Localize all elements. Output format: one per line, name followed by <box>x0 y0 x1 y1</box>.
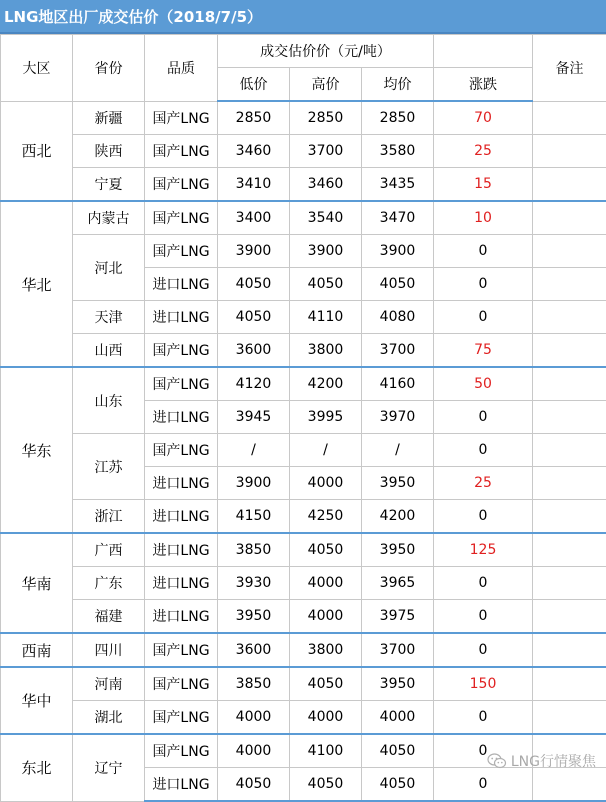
low-cell: 4000 <box>218 734 290 768</box>
low-cell: 3600 <box>218 334 290 368</box>
change-cell: 50 <box>434 367 533 401</box>
note-cell <box>533 235 606 268</box>
table-row <box>1 434 606 467</box>
province-cell: 江苏 <box>73 434 145 500</box>
high-cell: 4250 <box>290 500 362 534</box>
change-cell: 0 <box>434 768 533 802</box>
note-cell <box>533 567 606 600</box>
low-cell: 4000 <box>218 701 290 735</box>
quality-cell: 国产LNG <box>145 734 218 768</box>
change-cell: 0 <box>434 434 533 467</box>
change-cell: 0 <box>434 633 533 667</box>
change-cell: 125 <box>434 533 533 567</box>
low-cell: / <box>218 434 290 467</box>
watermark <box>487 751 596 771</box>
table-row <box>1 101 606 135</box>
change-cell: 0 <box>434 567 533 600</box>
note-cell <box>533 667 606 701</box>
quality-cell: 进口LNG <box>145 268 218 301</box>
province-cell: 宁夏 <box>73 168 145 202</box>
low-cell: 4050 <box>218 768 290 802</box>
note-cell <box>533 301 606 334</box>
change-cell: 0 <box>434 268 533 301</box>
note-cell <box>533 334 606 368</box>
region-cell: 华中 <box>1 667 73 734</box>
note-cell <box>533 168 606 202</box>
change-cell: 25 <box>434 467 533 500</box>
avg-cell: 3950 <box>362 533 434 567</box>
avg-cell: 3470 <box>362 201 434 235</box>
table-row <box>1 301 606 334</box>
avg-cell: 3700 <box>362 633 434 667</box>
header-quality: 品质 <box>145 35 218 102</box>
change-cell: 0 <box>434 734 533 768</box>
low-cell: 2850 <box>218 101 290 135</box>
avg-cell: 4050 <box>362 734 434 768</box>
low-cell: 4050 <box>218 301 290 334</box>
province-cell: 河北 <box>73 235 145 301</box>
region-cell: 东北 <box>1 734 73 801</box>
header-high: 高价 <box>290 68 362 102</box>
note-cell <box>533 701 606 735</box>
table-row <box>1 367 606 401</box>
change-cell: 0 <box>434 701 533 735</box>
province-cell: 新疆 <box>73 101 145 135</box>
avg-cell: 3700 <box>362 334 434 368</box>
header-low: 低价 <box>218 68 290 102</box>
note-cell <box>533 768 606 802</box>
quality-cell: 国产LNG <box>145 235 218 268</box>
quality-cell: 进口LNG <box>145 567 218 600</box>
header-province: 省份 <box>73 35 145 102</box>
note-cell <box>533 434 606 467</box>
avg-cell: 3975 <box>362 600 434 634</box>
quality-cell: 国产LNG <box>145 434 218 467</box>
high-cell: 4000 <box>290 467 362 500</box>
table-row <box>1 701 606 735</box>
low-cell: 3950 <box>218 600 290 634</box>
page-title: LNG地区出厂成交估价（2018/7/5） <box>0 0 606 34</box>
quality-cell: 国产LNG <box>145 367 218 401</box>
quality-cell: 国产LNG <box>145 667 218 701</box>
table-row <box>1 633 606 667</box>
note-cell <box>533 533 606 567</box>
province-cell: 浙江 <box>73 500 145 534</box>
watermark-text: LNG行情聚焦 <box>511 751 596 771</box>
avg-cell: 3970 <box>362 401 434 434</box>
avg-cell: 2850 <box>362 101 434 135</box>
high-cell: 3800 <box>290 334 362 368</box>
quality-cell: 进口LNG <box>145 533 218 567</box>
low-cell: 4050 <box>218 268 290 301</box>
region-cell: 华东 <box>1 367 73 533</box>
high-cell: 3900 <box>290 235 362 268</box>
header-price-group: 成交估价价（元/吨） <box>218 35 434 68</box>
quality-cell: 国产LNG <box>145 135 218 168</box>
price-table <box>0 34 606 802</box>
province-cell: 天津 <box>73 301 145 334</box>
province-cell: 内蒙古 <box>73 201 145 235</box>
table-row <box>1 334 606 368</box>
province-cell: 广西 <box>73 533 145 567</box>
province-cell: 陕西 <box>73 135 145 168</box>
change-cell: 0 <box>434 301 533 334</box>
region-cell: 西南 <box>1 633 73 667</box>
change-cell: 0 <box>434 500 533 534</box>
table-row <box>1 135 606 168</box>
note-cell <box>533 633 606 667</box>
quality-cell: 国产LNG <box>145 334 218 368</box>
avg-cell: 4000 <box>362 701 434 735</box>
table-row <box>1 567 606 600</box>
note-cell <box>533 500 606 534</box>
high-cell: 4000 <box>290 701 362 735</box>
note-cell <box>533 467 606 500</box>
avg-cell: 4080 <box>362 301 434 334</box>
table-row <box>1 201 606 235</box>
change-cell: 150 <box>434 667 533 701</box>
region-cell: 西北 <box>1 101 73 201</box>
quality-cell: 国产LNG <box>145 101 218 135</box>
low-cell: 4150 <box>218 500 290 534</box>
avg-cell: 3900 <box>362 235 434 268</box>
low-cell: 4120 <box>218 367 290 401</box>
high-cell: 4110 <box>290 301 362 334</box>
high-cell: 4050 <box>290 533 362 567</box>
note-cell <box>533 101 606 135</box>
avg-cell: 3580 <box>362 135 434 168</box>
change-cell: 0 <box>434 600 533 634</box>
high-cell: 4100 <box>290 734 362 768</box>
quality-cell: 国产LNG <box>145 201 218 235</box>
quality-cell: 进口LNG <box>145 600 218 634</box>
high-cell: 4050 <box>290 768 362 802</box>
table-row <box>1 235 606 268</box>
high-cell: / <box>290 434 362 467</box>
high-cell: 3800 <box>290 633 362 667</box>
avg-cell: 4200 <box>362 500 434 534</box>
region-cell: 华北 <box>1 201 73 367</box>
header-note: 备注 <box>533 35 606 102</box>
low-cell: 3410 <box>218 168 290 202</box>
note-cell <box>533 135 606 168</box>
province-cell: 福建 <box>73 600 145 634</box>
table-row <box>1 168 606 202</box>
province-cell: 湖北 <box>73 701 145 735</box>
low-cell: 3900 <box>218 467 290 500</box>
quality-cell: 国产LNG <box>145 168 218 202</box>
quality-cell: 国产LNG <box>145 701 218 735</box>
high-cell: 3700 <box>290 135 362 168</box>
low-cell: 3900 <box>218 235 290 268</box>
avg-cell: / <box>362 434 434 467</box>
avg-cell: 3950 <box>362 467 434 500</box>
low-cell: 3930 <box>218 567 290 600</box>
quality-cell: 进口LNG <box>145 301 218 334</box>
table-row <box>1 500 606 534</box>
note-cell <box>533 600 606 634</box>
quality-cell: 进口LNG <box>145 768 218 802</box>
province-cell: 山西 <box>73 334 145 368</box>
quality-cell: 进口LNG <box>145 467 218 500</box>
table-row <box>1 600 606 634</box>
avg-cell: 3435 <box>362 168 434 202</box>
table-body <box>1 101 606 801</box>
quality-cell: 国产LNG <box>145 633 218 667</box>
header-change: 涨跌 <box>434 68 533 102</box>
avg-cell: 4050 <box>362 768 434 802</box>
table-row <box>1 667 606 701</box>
high-cell: 4050 <box>290 667 362 701</box>
province-cell: 广东 <box>73 567 145 600</box>
note-cell <box>533 268 606 301</box>
region-cell: 华南 <box>1 533 73 633</box>
change-cell: 75 <box>434 334 533 368</box>
high-cell: 3460 <box>290 168 362 202</box>
header-change-spacer <box>434 35 533 68</box>
high-cell: 4000 <box>290 600 362 634</box>
wechat-icon <box>487 753 507 769</box>
high-cell: 4000 <box>290 567 362 600</box>
province-cell: 山东 <box>73 367 145 434</box>
note-cell <box>533 401 606 434</box>
avg-cell: 3950 <box>362 667 434 701</box>
change-cell: 25 <box>434 135 533 168</box>
high-cell: 3540 <box>290 201 362 235</box>
change-cell: 0 <box>434 235 533 268</box>
province-cell: 四川 <box>73 633 145 667</box>
quality-cell: 进口LNG <box>145 500 218 534</box>
note-cell <box>533 367 606 401</box>
avg-cell: 4050 <box>362 268 434 301</box>
province-cell: 河南 <box>73 667 145 701</box>
low-cell: 3850 <box>218 667 290 701</box>
note-cell <box>533 201 606 235</box>
avg-cell: 4160 <box>362 367 434 401</box>
low-cell: 3400 <box>218 201 290 235</box>
high-cell: 4200 <box>290 367 362 401</box>
table-row <box>1 533 606 567</box>
change-cell: 15 <box>434 168 533 202</box>
header-region: 大区 <box>1 35 73 102</box>
low-cell: 3850 <box>218 533 290 567</box>
low-cell: 3600 <box>218 633 290 667</box>
change-cell: 10 <box>434 201 533 235</box>
high-cell: 2850 <box>290 101 362 135</box>
high-cell: 3995 <box>290 401 362 434</box>
change-cell: 70 <box>434 101 533 135</box>
high-cell: 4050 <box>290 268 362 301</box>
province-cell: 辽宁 <box>73 734 145 801</box>
quality-cell: 进口LNG <box>145 401 218 434</box>
header-avg: 均价 <box>362 68 434 102</box>
change-cell: 0 <box>434 401 533 434</box>
avg-cell: 3965 <box>362 567 434 600</box>
low-cell: 3460 <box>218 135 290 168</box>
low-cell: 3945 <box>218 401 290 434</box>
